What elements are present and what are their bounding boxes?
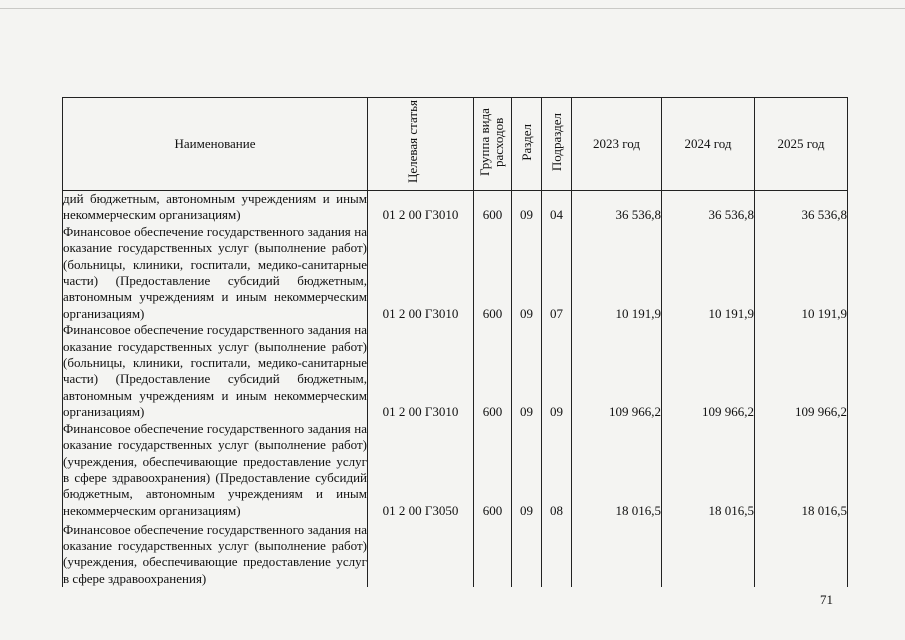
row-2023: 10 191,9: [572, 224, 662, 322]
table-row: [63, 421, 848, 519]
table-row: [63, 224, 848, 322]
row-2025: [755, 519, 848, 587]
table-row: [63, 519, 848, 587]
row-2023: [572, 519, 662, 587]
header-subsection: Подраздел: [542, 98, 572, 191]
row-group: 600: [474, 322, 512, 420]
row-subsection: 07: [542, 224, 572, 322]
row-name: Финансовое обеспечение государственного задания на оказание государственных услуг (выполнение работ) (учреждения, обеспечивающие предоставление услуг в сфере здравоохранения): [63, 519, 368, 587]
row-group: [474, 519, 512, 587]
row-2024: 36 536,8: [662, 191, 755, 224]
row-code: [368, 519, 474, 587]
row-2024: 109 966,2: [662, 322, 755, 420]
row-section: 09: [512, 191, 542, 224]
row-name: Финансовое обеспечение государственного задания на оказание государственных услуг (выполнение работ) (больницы, клиники, госпитали, медико-санитарные части) (Предоставление субсидий бюджетным, автономным учреждениям и иным некоммерческим организациям): [63, 322, 367, 420]
row-2025: 109 966,2: [755, 322, 848, 420]
row-subsection: 04: [542, 191, 572, 224]
row-2023: 109 966,2: [572, 322, 662, 420]
row-2023: 18 016,5: [572, 421, 662, 519]
row-code: 01 2 00 Г3010: [368, 224, 474, 322]
scan-top-edge: [0, 8, 905, 9]
row-group: 600: [474, 421, 512, 519]
row-subsection: [542, 519, 572, 587]
header-2024: 2024 год: [662, 98, 755, 191]
header-target-article: Целевая статья: [368, 98, 474, 191]
row-subsection: 08: [542, 421, 572, 519]
row-2024: 18 016,5: [662, 421, 755, 519]
row-section: [512, 519, 542, 587]
row-section: 09: [512, 421, 542, 519]
row-group: 600: [474, 224, 512, 322]
row-2023: 36 536,8: [572, 191, 662, 224]
row-name: Финансовое обеспечение государственного задания на оказание государственных услуг (выполнение работ) (учреждения, обеспечивающие предоставление услуг в сфере здравоохранения) (Предоставление субсидий бюджетным, автономным учреждениям и иным некоммерческим организациям): [63, 420, 367, 518]
row-section: 09: [512, 322, 542, 420]
row-2025: 10 191,9: [755, 224, 848, 322]
header-2025: 2025 год: [755, 98, 848, 191]
table-header-row: [63, 98, 848, 191]
row-section: 09: [512, 224, 542, 322]
row-2025: 18 016,5: [755, 421, 848, 519]
table-row: [63, 322, 848, 420]
row-code: 01 2 00 Г3050: [368, 421, 474, 519]
row-name: дий бюджетным, автономным учреждениям и иным некоммерческим организациям): [63, 191, 367, 223]
table-row: [63, 191, 848, 224]
budget-table: [62, 97, 848, 587]
header-name: Наименование: [63, 98, 368, 191]
row-2024: [662, 519, 755, 587]
row-group: 600: [474, 191, 512, 224]
row-subsection: 09: [542, 322, 572, 420]
header-section: Раздел: [512, 98, 542, 191]
row-code: 01 2 00 Г3010: [368, 322, 474, 420]
row-2025: 36 536,8: [755, 191, 848, 224]
row-2024: 10 191,9: [662, 224, 755, 322]
page-number: 71: [820, 592, 833, 607]
row-name: Финансовое обеспечение государственного задания на оказание государственных услуг (выполнение работ) (больницы, клиники, госпитали, медико-санитарные части) (Предоставление субсидий бюджетным, автономным учреждениям и иным некоммерческим организациям): [63, 223, 367, 321]
row-code: 01 2 00 Г3010: [368, 191, 474, 224]
header-expense-group: Группа вида расходов: [474, 98, 512, 191]
header-2023: 2023 год: [572, 98, 662, 191]
